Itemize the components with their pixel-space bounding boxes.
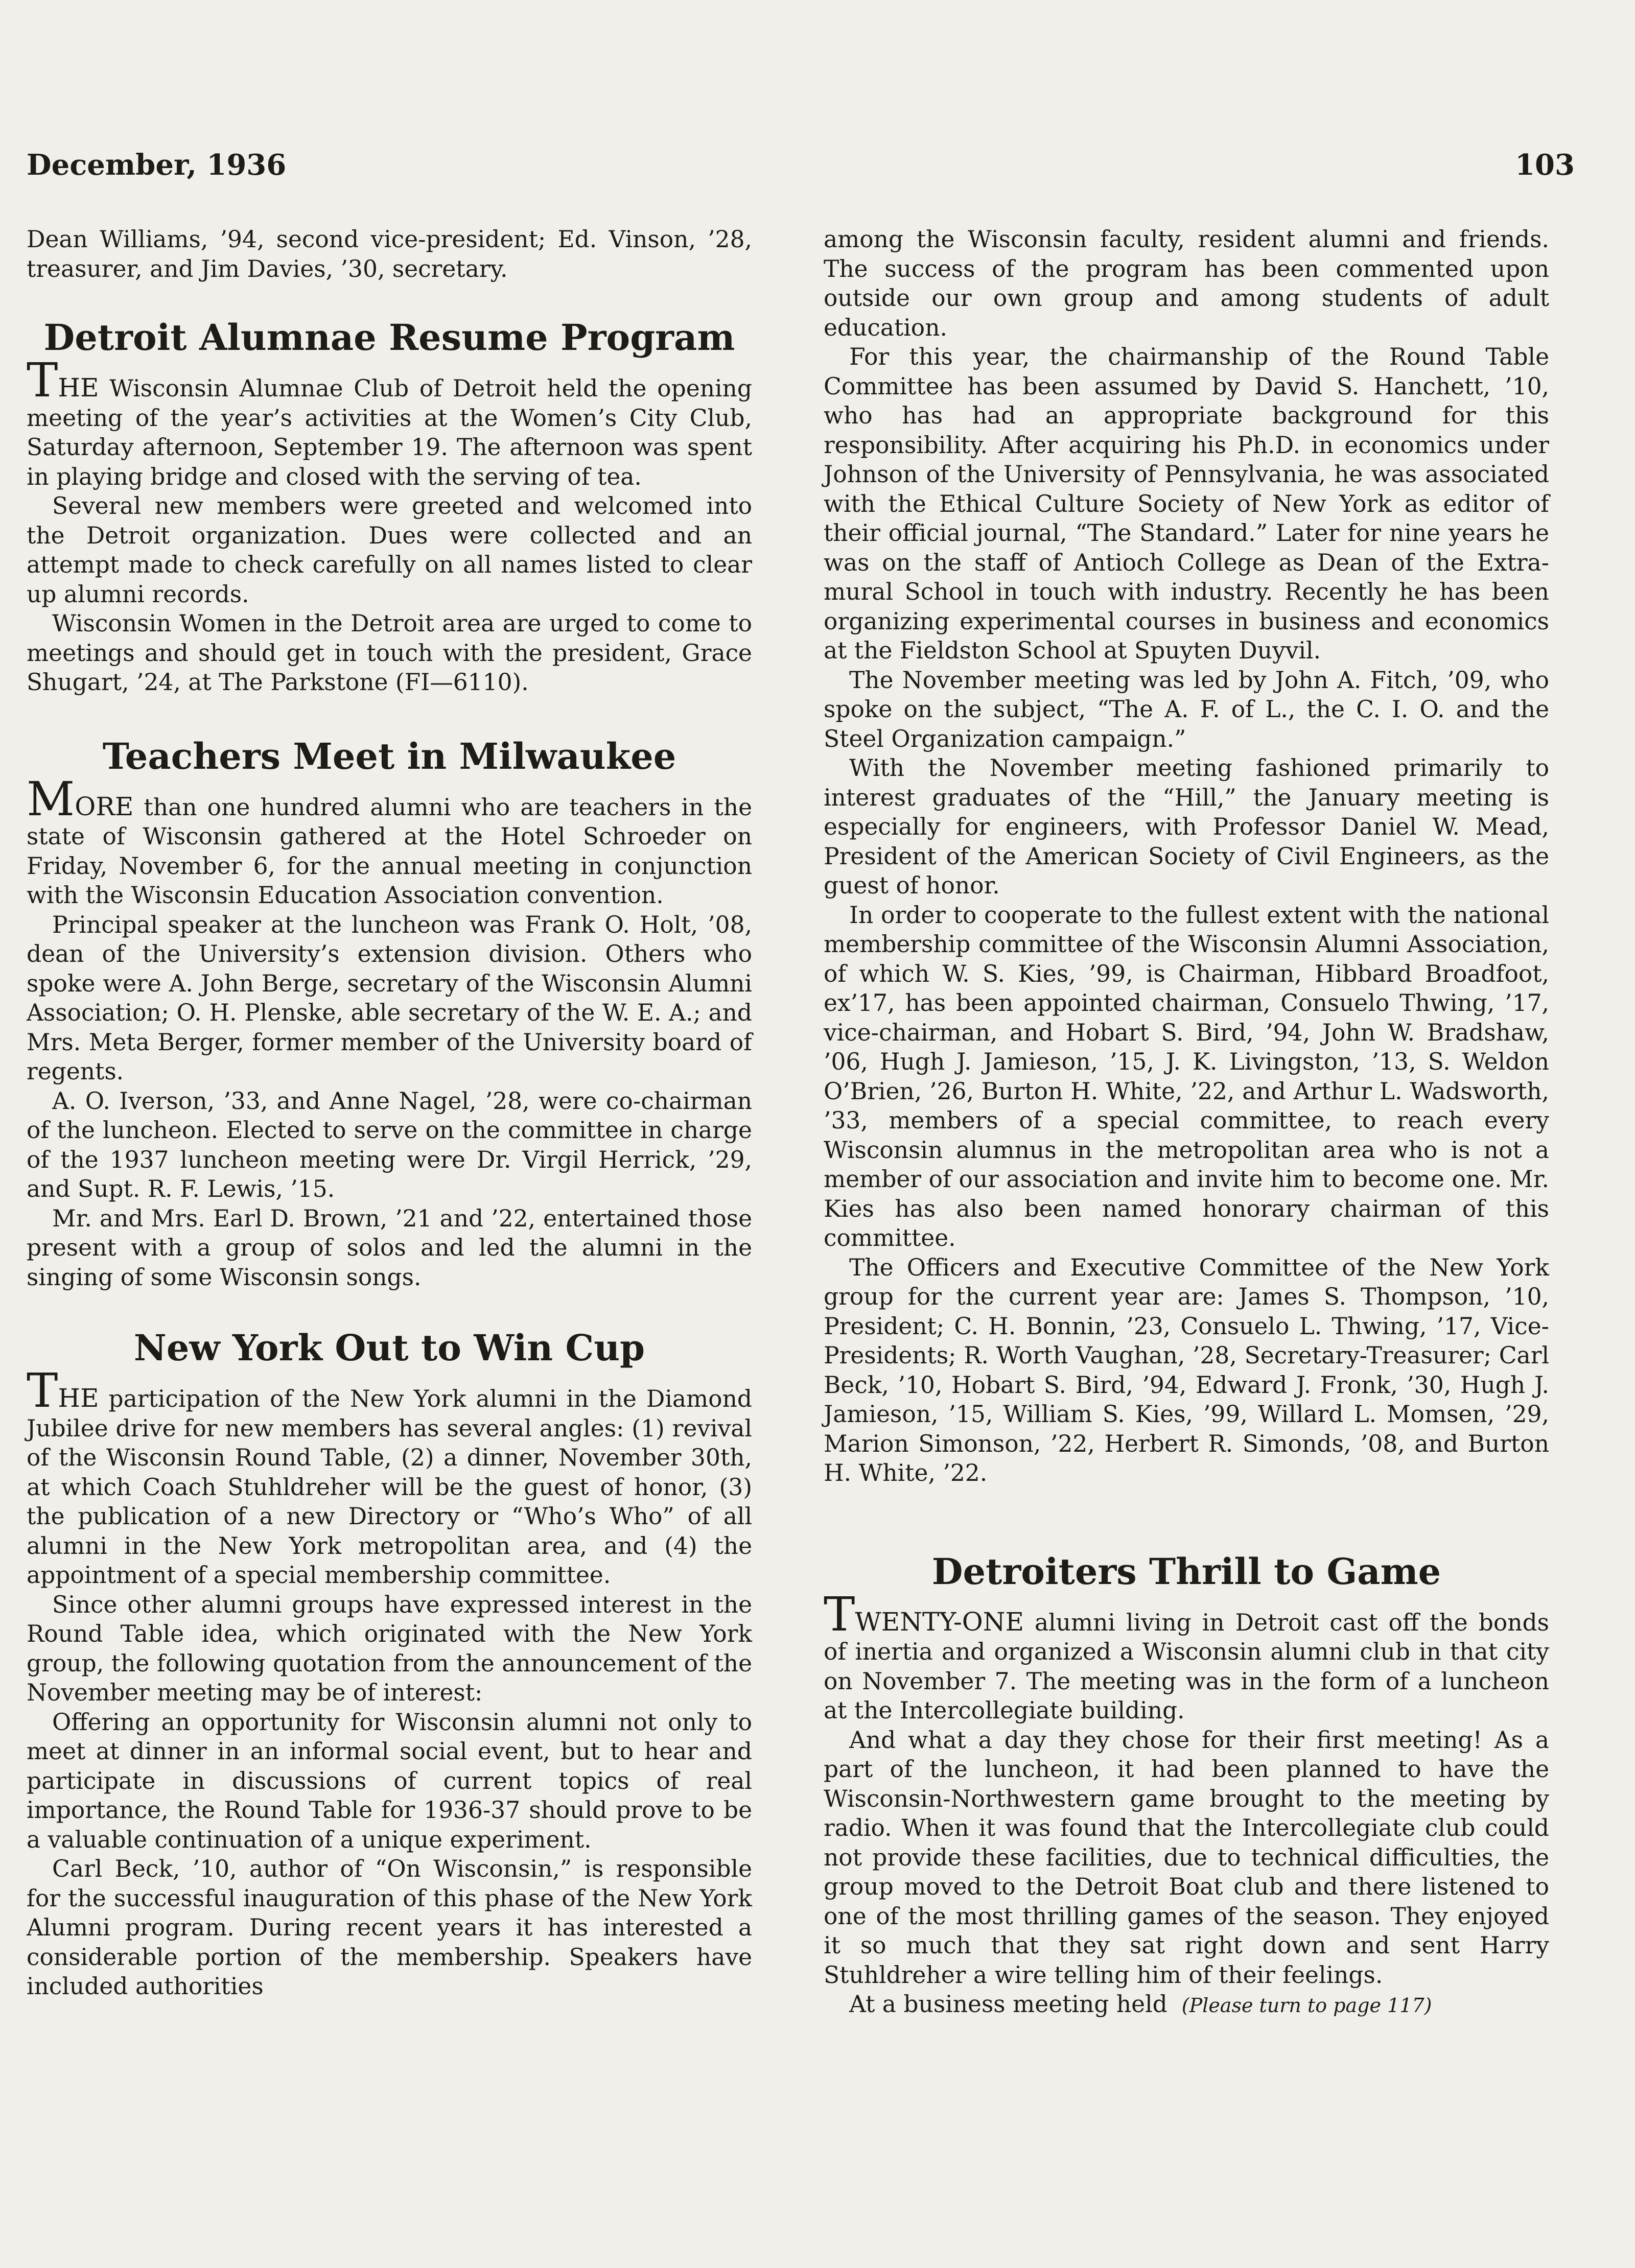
newyork-paragraph-3: Offering an opportunity for Wisconsin alumni not only to meet at dinner in an informal social event, but to hear and participate in discussions of current topics of real importance, the Round Table for 1936-37 should prove to be a valuable continuation of a unique experiment.	[27, 1708, 752, 1853]
lead-text: Wisconsin Alumnae Club of Detroit held the opening meeting of the year’s activities at the Women’s City Club, Saturday afternoon, September 19. The afternoon was spent in playing bridge and closed with the serving of tea.	[27, 375, 752, 490]
issue-date: December, 1936	[27, 148, 287, 182]
article-title-detroit-alumnae: Detroit Alumnae Resume Program	[43, 316, 735, 359]
newyork-continued-paragraph-2: For this year, the chairmanship of the Round Table Committee has been assumed by David S. Hanchett, ’10, who has had an appropriate background for this responsibility. After acquiring his Ph.D. in economics under Johnson of the University of Pennsylvania, he was associated with the Ethical Culture Society of New York as editor of their official journal, “The Standard.” Later for nine years he was on the staff of Antioch College as Dean of the Extra-mural School in touch with industry. Recently he has been organizing experimental courses in business and economics at the Fieldston School at Spuyten Duyvil.	[824, 343, 1549, 664]
page-header	[27, 148, 1575, 182]
intro-paragraph: Dean Williams, ’94, second vice-president; Ed. Vinson, ’28, treasurer, and Jim Davies, ’30, secretary.	[27, 226, 752, 282]
detroit-paragraph-3: Wisconsin Women in the Detroit area are urged to come to meetings and should get in touch with the president, Grace Shugart, ’24, at The Parkstone (FI—6110).	[27, 610, 752, 696]
drop-cap: M	[27, 771, 75, 826]
page-number: 103	[1515, 148, 1575, 182]
lead-caps: HE	[58, 373, 99, 403]
newyork-paragraph-4: Carl Beck, ’10, author of “On Wisconsin,” is responsible for the successful inauguration of this phase of the New York Alumni program. During recent years it has interested a considerable portion of the membership. Speakers have included authorities	[27, 1855, 752, 2000]
thrill-last-line: At a business meeting held	[849, 1991, 1167, 2018]
newyork-continued-paragraph-5: In order to cooperate to the fullest extent with the national membership committee of the Wisconsin Alumni Association, of which W. S. Kies, ’99, is Chairman, Hibbard Broadfoot, ex’17, has been appointed chairman, Consuelo Thwing, ’17, vice-chairman, and Hobart S. Bird, ’94, John W. Bradshaw, ’06, Hugh J. Jamieson, ’15, J. K. Livingston, ’13, S. Weldon O’Brien, ’26, Burton H. White, ’22, and Arthur L. Wadsworth, ’33, members of a special committee, to reach every Wisconsin alumnus in the metropolitan area who is not a member of our association and invite him to become one. Mr. Kies has also been named honorary chairman of this committee.	[824, 901, 1549, 1251]
thrill-paragraph-1	[824, 1587, 1549, 1726]
teachers-paragraph-2: Principal speaker at the luncheon was Frank O. Holt, ’08, dean of the University’s extension division. Others who spoke were A. John Berge, secretary of the Wisconsin Alumni Association; O. H. Plenske, able secretary of the W. E. A.; and Mrs. Meta Berger, former member of the University board of regents.	[27, 911, 752, 1085]
newyork-paragraph-2: Since other alumni groups have expressed interest in the Round Table idea, which originated with the New York group, the following quotation from the announcement of the November meeting may be of interest:	[27, 1591, 752, 1706]
continuation-note: (Please turn to page 117)	[1181, 1994, 1432, 2017]
newyork-continued-paragraph-3: The November meeting was led by John A. Fitch, ’09, who spoke on the subject, “The A. F. of L., the C. I. O. and the Steel Organization campaign.”	[824, 666, 1549, 752]
article-title-teachers: Teachers Meet in Milwaukee	[102, 735, 676, 777]
drop-cap: T	[27, 1363, 58, 1418]
lead-text: alumni living in Detroit cast off the bonds of inertia and organized a Wisconsin alumni club in that city on November 7. The meeting was in the form of a luncheon at the Intercollegiate building.	[824, 1609, 1549, 1724]
lead-text: participation of the New York alumni in the Diamond Jubilee drive for new members has several angles: (1) revival of the Wisconsin Round Table, (2) a dinner, November 30th, at which Coach Stuhldreher will be the guest of honor, (3) the publication of a new Directory or “Who’s Who” of all alumni in the New York metropolitan area, and (4) the appointment of a special membership committee.	[27, 1385, 752, 1589]
newyork-continued-paragraph-6: The Officers and Executive Committee of the New York group for the current year are: James S. Thompson, ’10, President; C. H. Bonnin, ’23, Consuelo L. Thwing, ’17, Vice-Presidents; R. Worth Vaughan, ’28, Secretary-Treasurer; Carl Beck, ’10, Hobart S. Bird, ’94, Edward J. Fronk, ’30, Hugh J. Jamieson, ’15, William S. Kies, ’99, Willard L. Momsen, ’29, Marion Simonson, ’22, Herbert R. Simonds, ’08, and Burton H. White, ’22.	[824, 1254, 1549, 1486]
thrill-paragraph-2: And what a day they chose for their first meeting! As a part of the luncheon, it had been planned to have the Wisconsin-Northwestern game brought to the meeting by radio. When it was found that the Intercollegiate club could not provide these facilities, due to technical difficulties, the group moved to the Detroit Boat club and there listened to one of the most thrilling games of the season. They enjoyed it so much that they sat right down and sent Harry Stuhldreher a wire telling him of their feelings.	[824, 1726, 1549, 1989]
drop-cap: T	[824, 1587, 855, 1642]
article-title-detroiters-thrill: Detroiters Thrill to Game	[931, 1550, 1441, 1593]
newyork-continued-paragraph-1: among the Wisconsin faculty, resident alumni and friends. The success of the program has been commented upon outside our own group and among students of adult education.	[824, 226, 1549, 341]
right-column	[824, 225, 1549, 2021]
article-title-new-york: New York Out to Win Cup	[133, 1327, 645, 1369]
teachers-paragraph-1	[27, 771, 752, 910]
lead-text: than one hundred alumni who are teachers in the state of Wisconsin gathered at the Hotel Schroeder on Friday, November 6, for the annual meeting in conjunction with the Wisconsin Education Association convention.	[27, 793, 752, 909]
teachers-paragraph-3: A. O. Iverson, ’33, and Anne Nagel, ’28, were co-chairman of the luncheon. Elected to serve on the committee in charge of the 1937 luncheon meeting were Dr. Virgil Herrick, ’29, and Supt. R. F. Lewis, ’15.	[27, 1087, 752, 1202]
lead-caps: ORE	[75, 791, 134, 821]
detroit-paragraph-2: Several new members were greeted and welcomed into the Detroit organization. Dues were collected and an attempt made to check carefully on all names listed to clear up alumni records.	[27, 492, 752, 608]
newyork-paragraph-1	[27, 1363, 752, 1590]
drop-cap: T	[27, 353, 58, 408]
left-column	[27, 225, 752, 2001]
thrill-paragraph-3	[824, 1990, 1549, 2021]
detroit-paragraph-1	[27, 353, 752, 491]
lead-caps: WENTY-ONE	[855, 1606, 1024, 1637]
teachers-paragraph-4: Mr. and Mrs. Earl D. Brown, ’21 and ’22, entertained those present with a group of solos and led the alumni in the singing of some Wisconsin songs.	[27, 1204, 752, 1291]
lead-caps: HE	[58, 1383, 99, 1413]
newyork-continued-paragraph-4: With the November meeting fashioned primarily to interest graduates of the “Hill,” the January meeting is especially for engineers, with Professor Daniel W. Mead, President of the American Society of Civil Engineers, as the guest of honor.	[824, 754, 1549, 899]
